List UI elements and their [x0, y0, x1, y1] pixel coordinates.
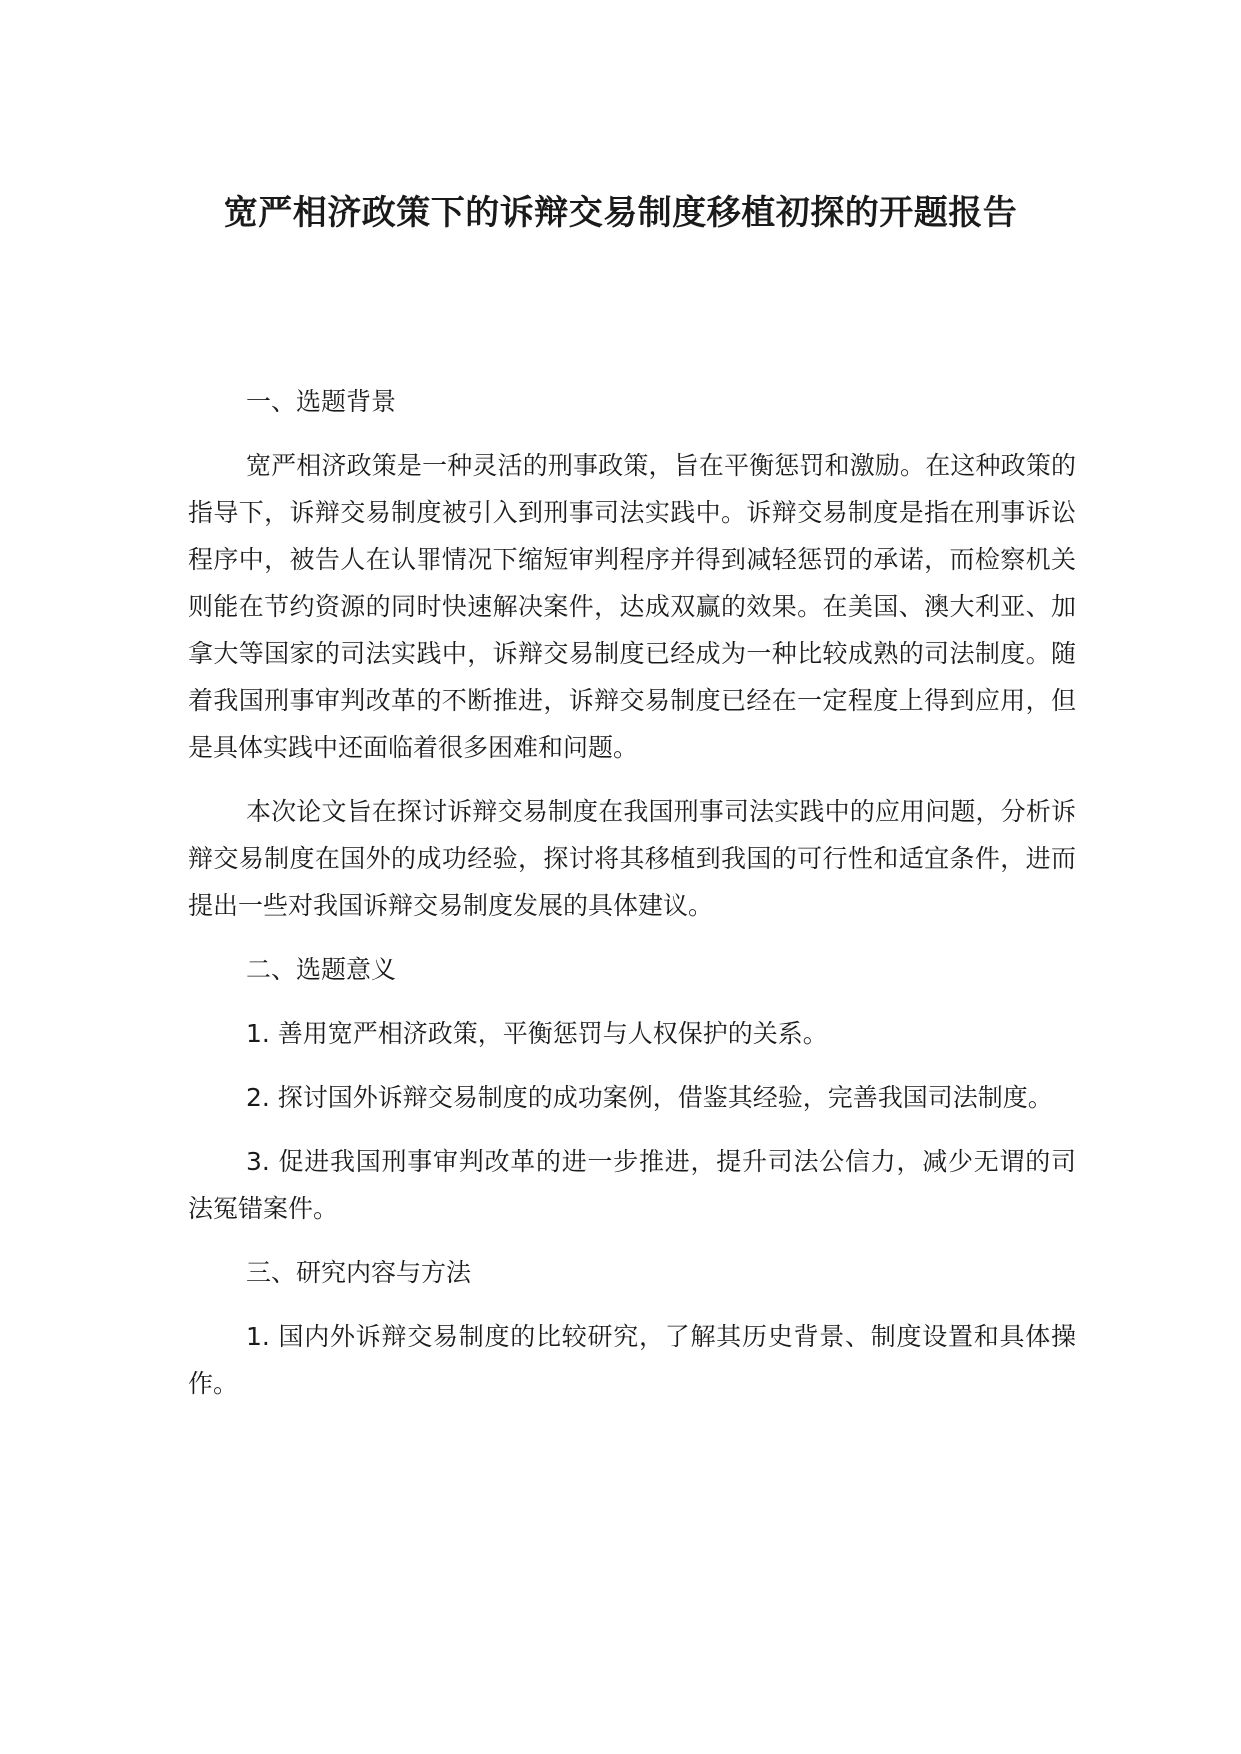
section-heading-significance: 二、选题意义 [246, 955, 397, 984]
section-heading-background: 一、选题背景 [246, 387, 397, 416]
section-heading-methods: 三、研究内容与方法 [246, 1258, 472, 1287]
paragraph-background-2: 本次论文旨在探讨诉辩交易制度在我国刑事司法实践中的应用问题，分析诉辩交易制度在国外的成功经验，探讨将其移植到我国的可行性和适宜条件，进而提出一些对我国诉辩交易制度发展的具体建议。 [188, 797, 1076, 920]
significance-item-2: 2. 探讨国外诉辩交易制度的成功案例，借鉴其经验，完善我国司法制度。 [246, 1083, 1053, 1112]
significance-item-1: 1. 善用宽严相济政策，平衡惩罚与人权保护的关系。 [246, 1019, 828, 1048]
methods-item-1: 1. 国内外诉辩交易制度的比较研究，了解其历史背景、制度设置和具体操作。 [188, 1322, 1076, 1398]
significance-item-3: 3. 促进我国刑事审判改革的进一步推进，提升司法公信力，减少无谓的司法冤错案件。 [188, 1147, 1076, 1223]
document-body [188, 378, 1076, 1424]
document-title: 宽严相济政策下的诉辩交易制度移植初探的开题报告 [223, 193, 1018, 233]
paragraph-background-1: 宽严相济政策是一种灵活的刑事政策，旨在平衡惩罚和激励。在这种政策的指导下，诉辩交易制度被引入到刑事司法实践中。诉辩交易制度是指在刑事诉讼程序中，被告人在认罪情况下缩短审判程序并得到减轻惩罚的承诺，而检察机关则能在节约资源的同时快速解决案件，达成双赢的效果。在美国、澳大利亚、加拿大等国家的司法实践中，诉辩交易制度已经成为一种比较成熟的司法制度。随着我国刑事审判改革的不断推进，诉辩交易制度已经在一定程度上得到应用，但是具体实践中还面临着很多困难和问题。 [188, 451, 1076, 762]
